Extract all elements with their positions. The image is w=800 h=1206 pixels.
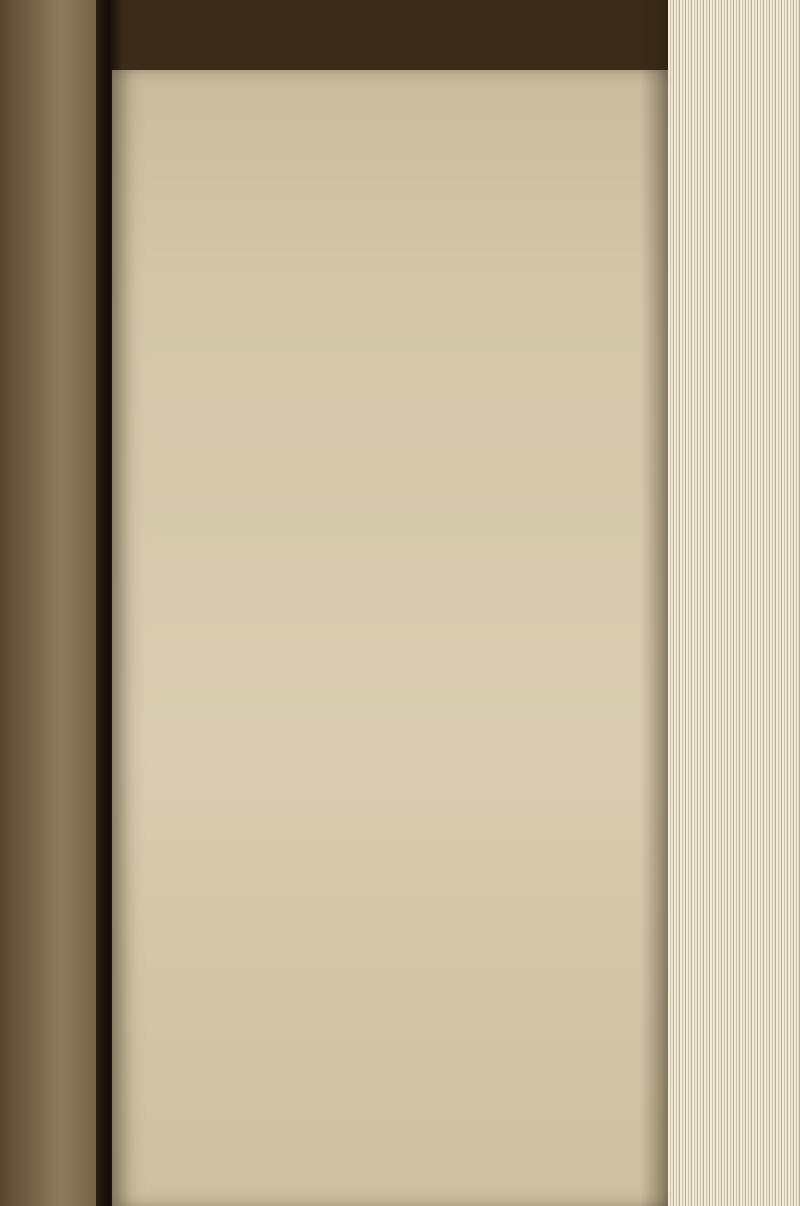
book-page	[112, 70, 672, 1206]
previous-page-bleed	[0, 0, 110, 1206]
book-fore-edge	[668, 0, 800, 1206]
